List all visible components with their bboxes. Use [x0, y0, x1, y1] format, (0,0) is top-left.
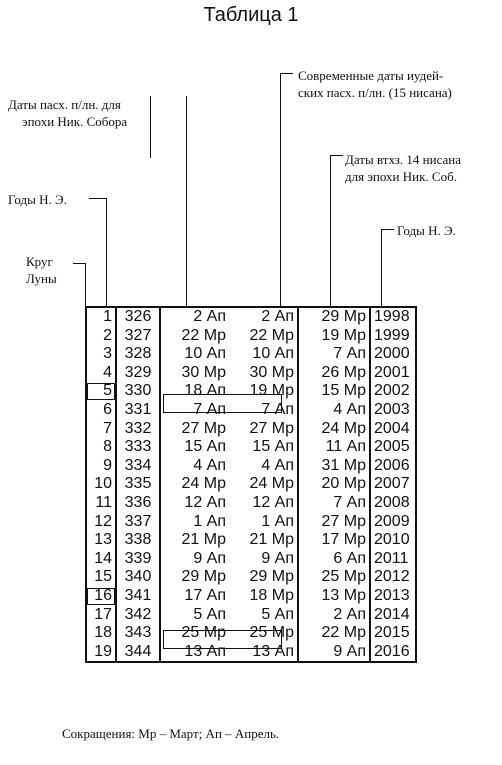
paschal-date-cell: 21 Мр	[181, 531, 226, 549]
nisan14-date-cell: 13 Мр	[298, 587, 370, 606]
label-line: Даты пасх. п/лн. для	[8, 97, 121, 112]
modern-year-cell: 2004	[374, 419, 410, 437]
paschal-date-cell: 5 Ап	[193, 605, 226, 623]
year-ne-cell: 333	[116, 438, 160, 457]
lunar-circle-cell: 15	[86, 568, 116, 587]
table-row	[86, 345, 416, 364]
year-ne-cell: 338	[116, 531, 160, 550]
pointer-line-paschal	[150, 96, 151, 158]
modern-year-cell: 2016	[374, 642, 410, 660]
nisan14-date-cell: 29 Мр	[298, 307, 370, 327]
table-row	[86, 475, 416, 494]
year-ne-cell: 344	[116, 643, 160, 663]
year-ne-cell: 332	[116, 420, 160, 439]
pointer-line-modern-jewish	[280, 73, 293, 74]
year-ne-cell: 336	[116, 494, 160, 513]
year-ne-cell: 330	[116, 382, 160, 401]
year-ne-cell: 326	[116, 307, 160, 327]
nisan14-date-cell: 25 Мр	[298, 568, 370, 587]
modern-year-cell: 2008	[374, 493, 410, 511]
label-line: для эпохи Ник. Соб.	[345, 169, 457, 184]
label-years-ne-left: Годы Н. Э.	[8, 192, 67, 207]
paschal-date-cell: 18 Ап	[184, 382, 226, 400]
lunar-circle-cell: 10	[86, 475, 116, 494]
modern-year-cell: 2003	[374, 400, 410, 418]
modern-year-cell: 2012	[374, 568, 410, 586]
year-ne-cell: 340	[116, 568, 160, 587]
lunar-circle-cell: 3	[86, 345, 116, 364]
label-years-ne-right: Годы Н. Э.	[397, 223, 456, 238]
pointer-line-years-left	[106, 198, 107, 306]
table-row	[86, 513, 416, 532]
abbreviations-note: Сокращения: Мр – Март; Ап – Апрель.	[62, 726, 280, 741]
modern-year-cell: 2010	[374, 531, 410, 549]
pointer-line-lunar	[85, 263, 86, 306]
nisan14-date-cell: 9 Ап	[298, 643, 370, 663]
jewish-passover-date-cell: 25 Мр	[229, 624, 298, 643]
jewish-passover-date-cell: 19 Мр	[229, 382, 298, 401]
nisan14-date-cell: 17 Мр	[298, 531, 370, 550]
jewish-passover-date-cell: 27 Мр	[229, 420, 298, 439]
table-row	[86, 494, 416, 513]
pointer-line-paschal	[186, 96, 187, 306]
modern-year-cell: 2000	[374, 345, 410, 363]
jewish-passover-date-cell: 7 Ап	[229, 401, 298, 420]
jewish-passover-date-cell: 15 Ап	[229, 438, 298, 457]
label-line: эпохи Ник. Собора	[22, 114, 128, 129]
lunar-circle-cell: 4	[86, 364, 116, 383]
paschal-date-cell: 27 Мр	[181, 419, 226, 437]
jewish-passover-date-cell: 22 Мр	[229, 327, 298, 346]
table-body	[86, 307, 416, 662]
table-row	[86, 457, 416, 476]
paschal-date-cell: 1 Ап	[193, 512, 226, 530]
pointer-line-years-right	[381, 229, 394, 230]
year-ne-cell: 334	[116, 457, 160, 476]
modern-year-cell: 2009	[374, 512, 410, 530]
modern-year-cell: 2014	[374, 605, 410, 623]
year-ne-cell: 342	[116, 606, 160, 625]
nisan14-date-cell: 26 Мр	[298, 364, 370, 383]
jewish-passover-date-cell: 10 Ап	[229, 345, 298, 364]
year-ne-cell: 335	[116, 475, 160, 494]
paschal-date-cell: 15 Ап	[184, 438, 226, 456]
modern-year-cell: 1998	[374, 308, 410, 325]
nisan14-date-cell: 2 Ап	[298, 606, 370, 625]
nisan14-date-cell: 6 Ап	[298, 550, 370, 569]
label-nisan14-dates	[345, 151, 461, 185]
pointer-line-years-left	[89, 198, 106, 199]
label-paschal-dates	[8, 96, 127, 130]
pointer-line-lunar	[73, 263, 85, 264]
paschal-date-cell: 2 Ап	[193, 308, 226, 325]
nisan14-date-cell: 31 Мр	[298, 457, 370, 476]
paschal-date-cell: 7 Ап	[193, 400, 226, 418]
year-ne-cell: 328	[116, 345, 160, 364]
lunar-circle-cell: 11	[86, 494, 116, 513]
table-row	[86, 606, 416, 625]
lunar-circle-cell: 7	[86, 420, 116, 439]
modern-year-cell: 2001	[374, 363, 410, 381]
table-row	[86, 531, 416, 550]
jewish-passover-date-cell: 2 Ап	[229, 307, 298, 327]
pointer-line-nisan14	[330, 155, 343, 156]
nisan14-date-cell: 11 Ап	[298, 438, 370, 457]
jewish-passover-date-cell: 12 Ап	[229, 494, 298, 513]
modern-year-cell: 2013	[374, 586, 410, 604]
modern-year-cell: 2015	[374, 624, 410, 642]
year-ne-cell: 331	[116, 401, 160, 420]
pointer-line-years-right	[381, 229, 382, 306]
lunar-circle-cell: 16	[86, 587, 116, 606]
table-row	[86, 364, 416, 383]
paschal-date-cell: 29 Мр	[181, 568, 226, 586]
nisan14-date-cell: 24 Мр	[298, 420, 370, 439]
modern-year-cell: 2011	[374, 549, 409, 567]
nisan14-date-cell: 19 Мр	[298, 327, 370, 346]
lunar-calendar-table	[85, 306, 417, 663]
table-row	[86, 307, 416, 327]
table-row	[86, 420, 416, 439]
label-modern-jewish-dates	[298, 67, 452, 101]
lunar-circle-cell: 12	[86, 513, 116, 532]
jewish-passover-date-cell: 1 Ап	[229, 513, 298, 532]
table-row	[86, 550, 416, 569]
year-ne-cell: 327	[116, 327, 160, 346]
label-line: ских пасх. п/лн. (15 нисана)	[298, 85, 452, 100]
nisan14-date-cell: 7 Ап	[298, 345, 370, 364]
label-lunar-circle	[26, 253, 57, 287]
lunar-circle-cell: 19	[86, 643, 116, 663]
modern-year-cell: 2005	[374, 438, 410, 456]
lunar-circle-cell: 1	[86, 307, 116, 327]
page-title: Таблица 1	[203, 4, 299, 26]
jewish-passover-date-cell: 30 Мр	[229, 364, 298, 383]
year-ne-cell: 341	[116, 587, 160, 606]
pointer-line-modern-jewish	[280, 73, 281, 306]
modern-year-cell: 2006	[374, 456, 410, 474]
lunar-circle-cell: 6	[86, 401, 116, 420]
paschal-date-cell: 13 Ап	[184, 642, 226, 660]
lunar-circle-cell: 5	[86, 382, 116, 401]
table-row	[86, 587, 416, 606]
modern-year-cell: 2007	[374, 475, 410, 493]
nisan14-date-cell: 20 Мр	[298, 475, 370, 494]
modern-year-cell: 1999	[374, 326, 410, 344]
paschal-date-cell: 22 Мр	[181, 326, 226, 344]
year-ne-cell: 337	[116, 513, 160, 532]
nisan14-date-cell: 7 Ап	[298, 494, 370, 513]
label-line: Современные даты иудей-	[298, 68, 444, 83]
nisan14-date-cell: 15 Мр	[298, 382, 370, 401]
lunar-circle-cell: 18	[86, 624, 116, 643]
paschal-date-cell: 25 Мр	[181, 624, 226, 642]
year-ne-cell: 329	[116, 364, 160, 383]
table-row	[86, 327, 416, 346]
year-ne-cell: 339	[116, 550, 160, 569]
highlight-box-2013-paschal-jewish	[163, 630, 282, 649]
nisan14-date-cell: 22 Мр	[298, 624, 370, 643]
year-ne-cell: 343	[116, 624, 160, 643]
lunar-circle-cell: 17	[86, 606, 116, 625]
paschal-date-cell: 10 Ап	[184, 345, 226, 363]
jewish-passover-date-cell: 9 Ап	[229, 550, 298, 569]
table-row	[86, 568, 416, 587]
lunar-circle-cell: 9	[86, 457, 116, 476]
table-row	[86, 438, 416, 457]
label-line: Луны	[26, 271, 57, 286]
jewish-passover-date-cell: 24 Мр	[229, 475, 298, 494]
nisan14-date-cell: 4 Ап	[298, 401, 370, 420]
jewish-passover-date-cell: 21 Мр	[229, 531, 298, 550]
nisan14-date-cell: 27 Мр	[298, 513, 370, 532]
label-line: Круг	[26, 254, 53, 269]
lunar-circle-cell: 2	[86, 327, 116, 346]
modern-year-cell: 2002	[374, 382, 410, 400]
label-line: Даты втхз. 14 нисана	[345, 152, 462, 167]
paschal-date-cell: 24 Мр	[181, 475, 226, 493]
jewish-passover-date-cell: 13 Ап	[229, 643, 298, 663]
jewish-passover-date-cell: 18 Мр	[229, 587, 298, 606]
highlight-box-2002-paschal-jewish	[163, 394, 282, 413]
paschal-date-cell: 12 Ап	[184, 493, 226, 511]
jewish-passover-date-cell: 4 Ап	[229, 457, 298, 476]
pointer-line-nisan14	[330, 155, 331, 306]
paschal-date-cell: 30 Мр	[181, 363, 226, 381]
paschal-date-cell: 9 Ап	[193, 549, 226, 567]
paschal-date-cell: 17 Ап	[184, 586, 226, 604]
lunar-circle-cell: 8	[86, 438, 116, 457]
lunar-circle-cell: 13	[86, 531, 116, 550]
lunar-circle-cell: 14	[86, 550, 116, 569]
jewish-passover-date-cell: 29 Мр	[229, 568, 298, 587]
jewish-passover-date-cell: 5 Ап	[229, 606, 298, 625]
paschal-date-cell: 4 Ап	[193, 456, 226, 474]
